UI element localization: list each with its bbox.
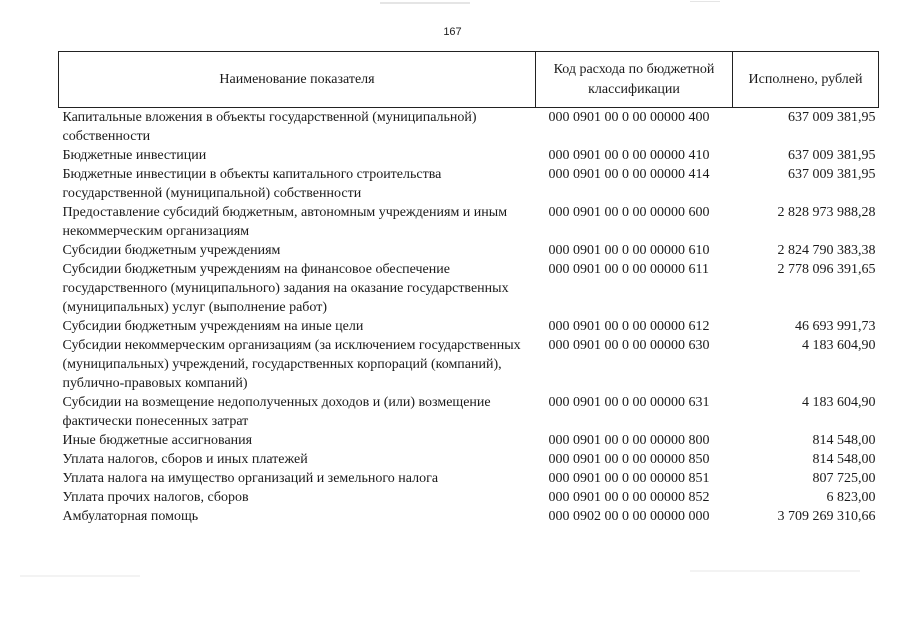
row-amount: 814 548,00 bbox=[812, 452, 876, 467]
row-name: Капитальные вложения в объекты государственной (муниципальной) собственности bbox=[62, 110, 477, 144]
row-name: Бюджетные инвестиции в объекты капитального строительства государственной (муниципальной) собственности bbox=[62, 167, 442, 201]
table-row bbox=[59, 146, 879, 165]
row-code: 000 0901 00 0 00 00000 852 bbox=[548, 490, 710, 505]
row-code: 000 0901 00 0 00 00000 851 bbox=[548, 471, 710, 486]
row-name: Бюджетные инвестиции bbox=[62, 148, 207, 163]
row-name: Амбулаторная помощь bbox=[62, 509, 199, 524]
row-code: 000 0901 00 0 00 00000 611 bbox=[548, 262, 709, 277]
table-row bbox=[59, 488, 879, 507]
row-amount: 637 009 381,95 bbox=[788, 167, 876, 182]
row-code: 000 0901 00 0 00 00000 800 bbox=[548, 433, 710, 448]
row-amount: 807 725,00 bbox=[812, 471, 876, 486]
table-header-row bbox=[59, 52, 879, 108]
row-name: Уплата прочих налогов, сборов bbox=[62, 490, 249, 505]
table-row bbox=[59, 241, 879, 260]
row-code: 000 0901 00 0 00 00000 850 bbox=[548, 452, 710, 467]
row-amount: 637 009 381,95 bbox=[788, 148, 876, 163]
page-number: 167 bbox=[443, 26, 462, 38]
row-name: Уплата налогов, сборов и иных платежей bbox=[62, 452, 308, 467]
scan-artifact bbox=[380, 2, 470, 4]
row-name: Субсидии на возмещение недополученных доходов и (или) возмещение фактически понесенных затрат bbox=[62, 395, 491, 429]
row-code: 000 0901 00 0 00 00000 400 bbox=[548, 110, 710, 125]
header-executed-amount: Исполнено, рублей bbox=[733, 52, 879, 108]
row-amount: 4 183 604,90 bbox=[802, 395, 876, 410]
header-budget-code: Код расхода по бюджетной классификации bbox=[536, 52, 733, 108]
row-amount: 4 183 604,90 bbox=[802, 338, 876, 353]
row-amount: 6 823,00 bbox=[826, 490, 876, 505]
scan-artifact bbox=[20, 575, 140, 577]
table-row bbox=[59, 260, 879, 317]
row-name: Уплата налога на имущество организаций и земельного налога bbox=[62, 471, 439, 486]
table-row bbox=[59, 165, 879, 203]
table-row bbox=[59, 203, 879, 241]
row-name: Субсидии бюджетным учреждениям на иные цели bbox=[62, 319, 364, 334]
row-amount: 2 824 790 383,38 bbox=[777, 243, 876, 258]
table-row bbox=[59, 108, 879, 147]
row-amount: 46 693 991,73 bbox=[795, 319, 876, 334]
row-code: 000 0902 00 0 00 00000 000 bbox=[548, 509, 710, 524]
scan-artifact bbox=[690, 570, 860, 572]
budget-execution-table bbox=[58, 51, 879, 526]
row-code: 000 0901 00 0 00 00000 410 bbox=[548, 148, 710, 163]
table-row bbox=[59, 393, 879, 431]
row-name: Субсидии бюджетным учреждениям bbox=[62, 243, 281, 258]
scan-artifact bbox=[690, 1, 720, 2]
row-amount: 2 778 096 391,65 bbox=[777, 262, 876, 277]
row-code: 000 0901 00 0 00 00000 610 bbox=[548, 243, 710, 258]
row-name: Иные бюджетные ассигнования bbox=[62, 433, 253, 448]
row-code: 000 0901 00 0 00 00000 631 bbox=[548, 395, 710, 410]
table-row bbox=[59, 469, 879, 488]
row-code: 000 0901 00 0 00 00000 612 bbox=[548, 319, 710, 334]
table-row bbox=[59, 507, 879, 526]
table-row bbox=[59, 317, 879, 336]
row-amount: 637 009 381,95 bbox=[788, 110, 876, 125]
row-amount: 3 709 269 310,66 bbox=[777, 509, 876, 524]
table-row bbox=[59, 450, 879, 469]
row-name: Предоставление субсидий бюджетным, автономным учреждениям и иным некоммерческим организациям bbox=[62, 205, 508, 239]
row-amount: 2 828 973 988,28 bbox=[777, 205, 876, 220]
row-name: Субсидии некоммерческим организациям (за исключением государственных (муниципальных) учреждений, государственных корпораций (компаний), публично-правовых компаний) bbox=[62, 338, 521, 391]
table-row bbox=[59, 431, 879, 450]
row-name: Субсидии бюджетным учреждениям на финансовое обеспечение государственного (муниципального) задания на оказание государственных (муниципальных) услуг (выполнение работ) bbox=[62, 262, 509, 315]
row-code: 000 0901 00 0 00 00000 414 bbox=[548, 167, 710, 182]
row-amount: 814 548,00 bbox=[812, 433, 876, 448]
table-row bbox=[59, 336, 879, 393]
row-code: 000 0901 00 0 00 00000 630 bbox=[548, 338, 710, 353]
header-indicator-name: Наименование показателя bbox=[59, 52, 536, 108]
row-code: 000 0901 00 0 00 00000 600 bbox=[548, 205, 710, 220]
